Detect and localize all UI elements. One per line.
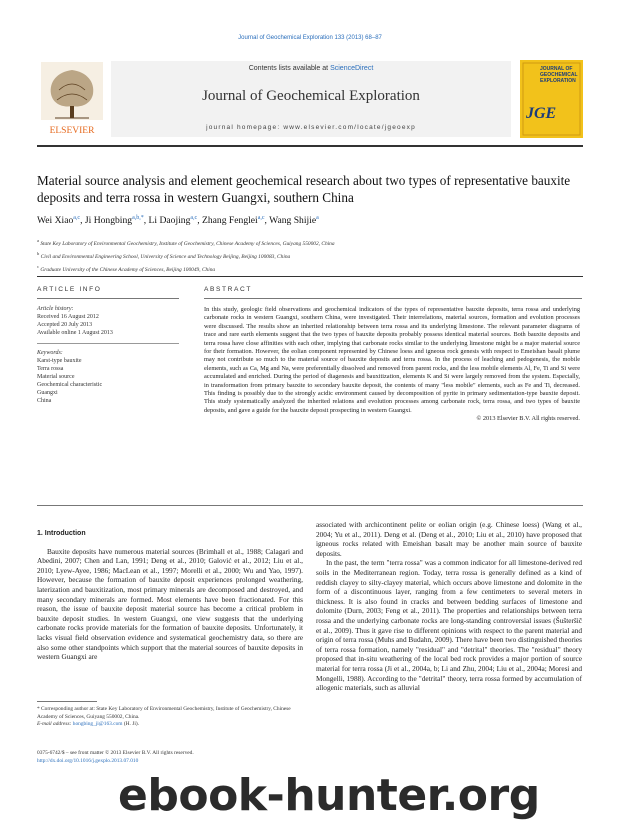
keyword: China xyxy=(37,398,52,404)
journal-cover xyxy=(520,60,583,138)
affiliation: $^a$ State Key Laboratory of Environmental Geochemistry, Institute of Geochemistry, Chinese Academy of Sciences, Guiyang 550002, China xyxy=(37,238,335,247)
author-affil-link[interactable]: a,c xyxy=(190,215,198,221)
footnote-rule xyxy=(37,701,97,702)
contents-line: Contents lists available at ScienceDirect xyxy=(248,65,374,72)
history-item: Received 16 August 2012 xyxy=(37,314,99,320)
author: Wei Xiao xyxy=(37,215,74,227)
affiliation: $^c$ Graduate University of the Chinese Academy of Sciences, Beijing 100049, China xyxy=(37,263,216,273)
corresponding-author-note: * Corresponding author at: State Key Laboratory of Environmental Geochemistry, Institute of Geochemistry, Chinese Academy of Sciences, Guiyang 550002, China. xyxy=(37,706,291,720)
copyright: © 2013 Elsevier B.V. All rights reserved. xyxy=(476,415,580,423)
header-rule xyxy=(37,145,583,147)
author-list: Wei Xiao$^{a,c}$, Ji Hongbing$^{a,b,*}$, Li Daojing$^{a,c}$, Zhang Fenglei$^{a,c}$, Wang Shijie$^a$ xyxy=(37,215,319,227)
abstract-heading: ABSTRACT xyxy=(204,286,252,293)
elsevier-tree-logo xyxy=(37,60,107,138)
abstract-rule xyxy=(204,298,582,299)
author-affil-link[interactable]: a,c xyxy=(257,215,265,221)
keyword: Guangxi xyxy=(37,390,58,396)
cover-title: JOURNAL OF GEOCHEMICAL EXPLORATION xyxy=(540,66,578,84)
keywords-label: Keywords: xyxy=(37,350,63,356)
article-info-heading: ARTICLE INFO xyxy=(37,286,102,293)
journal-homepage-link[interactable]: journal homepage: www.elsevier.com/locate/jgeoexp xyxy=(206,124,416,131)
author: Zhang Fenglei xyxy=(202,215,258,227)
author-affil-link[interactable]: a xyxy=(316,215,319,221)
history-item: Accepted 20 July 2013 xyxy=(37,322,93,328)
abstract xyxy=(204,306,580,424)
author: Li Daojing xyxy=(148,215,191,227)
body-rule xyxy=(37,505,583,506)
footnote: * Corresponding author at: State Key Laboratory of Environmental Geochemistry, Institute of Geochemistry, Chinese Academy of Sciences, Guiyang 550002, China. E-mail address: hongbing_ji@163.com (H. Ji). xyxy=(37,706,303,729)
section-heading-introduction: 1. Introduction xyxy=(37,530,86,537)
elsevier-wordmark: ELSEVIER xyxy=(49,126,95,136)
doi-link[interactable]: http://dx.doi.org/10.1016/j.gexplo.2013.07.010 xyxy=(37,757,139,764)
keyword: Geochemical characteristic xyxy=(37,382,103,388)
email-link[interactable]: hongbing_ji@163.com xyxy=(72,721,123,727)
journal-title: Journal of Geochemical Exploration xyxy=(202,88,420,104)
article-info xyxy=(37,305,167,405)
sciencedirect-link[interactable]: ScienceDirect xyxy=(330,65,374,72)
keyword: Terra rossa xyxy=(37,366,64,372)
author-affil-link[interactable]: a,c xyxy=(73,215,81,221)
affiliation: $^b$ Civil and Environmental Engineering School, University of Science and Technology Beijing, Beijing 100083, China xyxy=(37,250,291,260)
journal-header xyxy=(37,60,583,140)
front-matter xyxy=(37,750,303,765)
keyword: Karst-type bauxite xyxy=(37,358,82,364)
body-column-left xyxy=(37,529,303,662)
abstract-text: In this study, geologic field observations and geochemical indicators of the types of representative bauxite deposits, terra rossa and underlying carbonate rocks in western Guangxi, southern China, were investigated. Their interrelations, material sources, formation and evolution processes were discussed. The results show an inherited relationship between terra rossa and its underlying limestone. The relevant parameter diagrams of trace and rare earth elements suggest that the two types of bauxite deposits probably possess identical material sources. Both bauxite deposits and terra rossa have close affinities with each other, implying that carbonate rocks similar to the underlying limestone might be a major material source for their formation. However, the eolian component represented by Chinese loess and igneous rock genesis with respect to Emeishan basalt plume may not contribute so much to the material source of bauxite deposits and terra rossa. In the process of leaching and pedogenesis, the mobile elements, such as Ca, Mg and Na, were preferentially dissolved and removed from parent rocks, and the less mobile elements Al, Fe, Ti and Si were accumulated and enriched. During the period of diagenesis and bauxitization, elements K and Si were largely removed from the system. Especially, in transformation from primary bauxite to secondary bauxite deposit, the contents of many "less mobile" elements, such as Fe and Ti, decreased. This finding is possibly due to the strongly acidic environment caused by decomposition of pyrite in primary sedimentation-type bauxite deposit. This study systematically analyzed the inherited relations and evolution processes among carbonate rock, terra rossa, and two types of bauxite deposits, and gave a guide for the bauxite deposit prospecting in western Guangxi. xyxy=(204,306,580,414)
section-rule xyxy=(37,276,583,277)
cover-abbrev: JGE xyxy=(526,105,557,122)
history-item: Available online 1 August 2013 xyxy=(37,330,113,336)
body-paragraph: associated with archicontinent pelite or eolian origin (e.g. Chinese loess) (Wang et al., 2004; Yu et al., 2011). Deng et al. (Deng et al., 2010; Liu et al., 2010) have proposed that igneous rocks related with Emeishan basalt may be another main source of bauxite deposits. xyxy=(316,520,582,558)
author: Ji Hongbing xyxy=(84,215,133,227)
body-column-right xyxy=(316,520,582,693)
affiliations xyxy=(37,236,583,274)
history-label: Article history: xyxy=(37,306,74,312)
issn-line: 0375-6742/$ – see front matter © 2013 Elsevier B.V. All rights reserved. xyxy=(37,750,194,756)
author: Wang Shijie xyxy=(269,215,317,227)
author-affil-link[interactable]: a,b,* xyxy=(132,215,144,221)
keyword: Material source xyxy=(37,374,75,380)
article-title: Material source analysis and element geochemical research about two types of representative bauxite deposits and terra rossa in western Guangxi, southern China xyxy=(37,173,571,205)
article-info-rule xyxy=(37,298,179,299)
watermark-text: ebook-hunter.org xyxy=(118,770,540,821)
body-paragraph: In the past, the term "terra rossa" was a common indicator for all limestone-derived red soils in the Mediterranean region. Today, terra rossa is generally defined as a kind of reddish clayey to silty-clayey material, which occurs above limestone and dolomite in the form of a discontinuous layer, ranging from a few centimeters to several meters in thickness. It is also found in cracks and between bedding surfaces of limestone and dolomite (Durn, 2003; Feng et al., 2011). The properties and relationships between terra rossa and the underlying carbonate rocks are long-standing controversial issues (Šušteršič et al., 2009). Thus it gave rise to different opinions with respect to the parent material and origin of terra rossa (Muhs and Budahn, 2009). There have been two distinguished theories of terra rossa formation, namely "residual" and "detrital" theories. The "residual" theory proposed that in-situ weathering of the local bed rock provides a major portion of source material for terra rossa (Ji et al., 2004a, b; Li and Zhu, 2004; Liu et al., 2004a; Moresi and Mongelli, 1988). According to the "detrital" theory, terra rossa formed by accumulation of allogenic materials, such as alluvial xyxy=(316,558,582,693)
journal-citation[interactable]: Journal of Geochemical Exploration 133 (2013) 68–87 xyxy=(238,35,382,41)
body-paragraph: Bauxite deposits have numerous material sources (Brimhall et al., 1988; Calagari and Abedini, 2007; Chen and Lan, 1991; Deng et al., 2010; Galović et al., 2012; Liu et al., 2010; Lyew-Ayee, 1986; MacLean et al., 1997; Morelli et al., 2000; Wu and Yao, 1997). However, because the formation of bauxite deposit experiences prolonged weathering, laterization and bauxitization, most primary minerals are decomposed and destroyed, and many secondary minerals are formed. Most elements have been fractionated. For this reason, the issue of bauxite deposit material source has become a critical problem in bauxite deposit studies. In western Guangxi, one view suggests that the underlying carbonate rocks provide materials for the formation of bauxite deposits. Unfortunately, it lacks visual field observation evidence and systematical geochemistry data, so there are also some other standpoints which support that the material sources of bauxite deposits in western Guangxi are xyxy=(37,546,303,662)
